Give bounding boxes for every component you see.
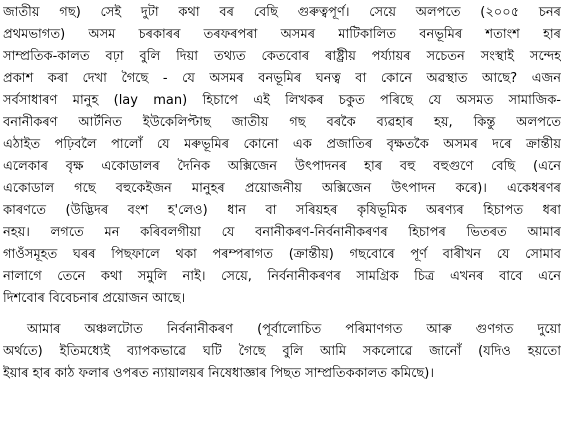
paragraph-gap [3, 310, 561, 319]
text-line: বনানীকৰণ আৰ্টনিত ইউকেলিপ্টাছ জাতীয় গছ বৰকৈ ব্যৱহাৰ হয়, কিন্তু অলপতে [3, 115, 561, 130]
text-line: অৰ্থতে) ইতিমধ্যেই ব্যাপকভাৱে ঘটি গৈছে বুলি আমি সকলোৱে জানোঁ (যদিও হয়তো [3, 344, 561, 359]
text-line: সাম্প্ৰতিক-কালত বঢ়া বুলি দিয়া তথ্যত কেতবোৰ ৰাষ্ট্ৰীয় পৰ্য্যায়ৰ সচেতন সংস্থাই সন্দেহ [3, 49, 561, 64]
text-line: এঠাইত পঢ়িবলৈ পালোঁ যে মৰুভূমিৰ কোনো এক প্ৰজাতিৰ বৃক্ষতকৈ অসমৰ দৰে ক্ৰান্তীয় [3, 137, 561, 152]
text-line: সৰ্বসাধাৰণ মানুহ (lay man) হিচাপে এই লিখকৰ চকুত পৰিছে যে অসমত সামাজিক- [3, 93, 561, 108]
text-line: কাৰণতে (উদ্ভিদৰ বংশ হ'লেও) ধান বা সৰিয়হৰ কৃষিভূমিক অৰণ্যৰ হিচাপত ধৰা [3, 203, 561, 218]
text-line: ইয়াৰ হাৰ কাঠ ফলাৰ ওপৰত ন্যায়ালয়ৰ নিষেধাজ্ঞাৰ পিছত সাম্প্ৰতিককালত কমিছে)। [3, 366, 435, 381]
text-line: জাতীয় গছ) সেই দুটা কথা বৰ বেছি গুৰুত্বপূৰ্ণ। সেয়ে অলপতে (২০০৫ চনৰ [3, 5, 561, 20]
text-line: প্ৰকাশ কৰা দেখা গৈছে - যে অসমৰ বনভূমিৰ ঘনত্ব বা কোনে অৱস্থাত আছে? এজন [3, 71, 561, 86]
paragraph-2 [3, 319, 561, 385]
text-line: গাওঁসমূহত ঘৰৰ পিছফালে থকা পৰম্পৰাগত (ক্ৰান্তীয়) গছবোৰে পূৰ্ণ বাৰীখন যে সোমাব [3, 247, 561, 262]
text-line: প্ৰথমভাগত) অসম চৰকাৰৰ তৰফৰপৰা অসমৰ মাটিকালিত বনভূমিৰ শতাংশ হাৰ [3, 27, 561, 42]
text-line: নহয়। লগতে মন কৰিবলগীয়া যে বনানীকৰণ-নিৰ্বনানীকৰণৰ হিচাপৰ ভিতৰত আমাৰ [3, 225, 561, 240]
text-line: একোডাল গছে বহুকেইজন মানুহৰ প্ৰয়োজনীয় অক্সিজেন উৎপাদন কৰে)। একেধৰণৰ [3, 181, 561, 196]
text-line: দিশবোৰ বিবেচনাৰ প্ৰয়োজন আছে। [3, 291, 186, 306]
text-line: নালাগে তেনে কথা সমুলি নাই। সেয়ে, নিৰ্বনানীকৰণৰ সামগ্ৰিক চিত্ৰ এখনৰ বাবে এনে [3, 269, 561, 284]
text-line: এলেকাৰ বৃক্ষ একোডালৰ দৈনিক অক্সিজেন উৎপাদনৰ হাৰ বহু বহুগুণে বেছি (এনে [3, 159, 561, 174]
text-line: আমাৰ অঞ্চলটোত নিৰ্বনানীকৰণ (পূৰ্বালোচিত পৰিমাণগত আৰু গুণগত দুয়ো [27, 322, 561, 337]
document-page [3, 2, 561, 421]
paragraph-1 [3, 2, 561, 310]
